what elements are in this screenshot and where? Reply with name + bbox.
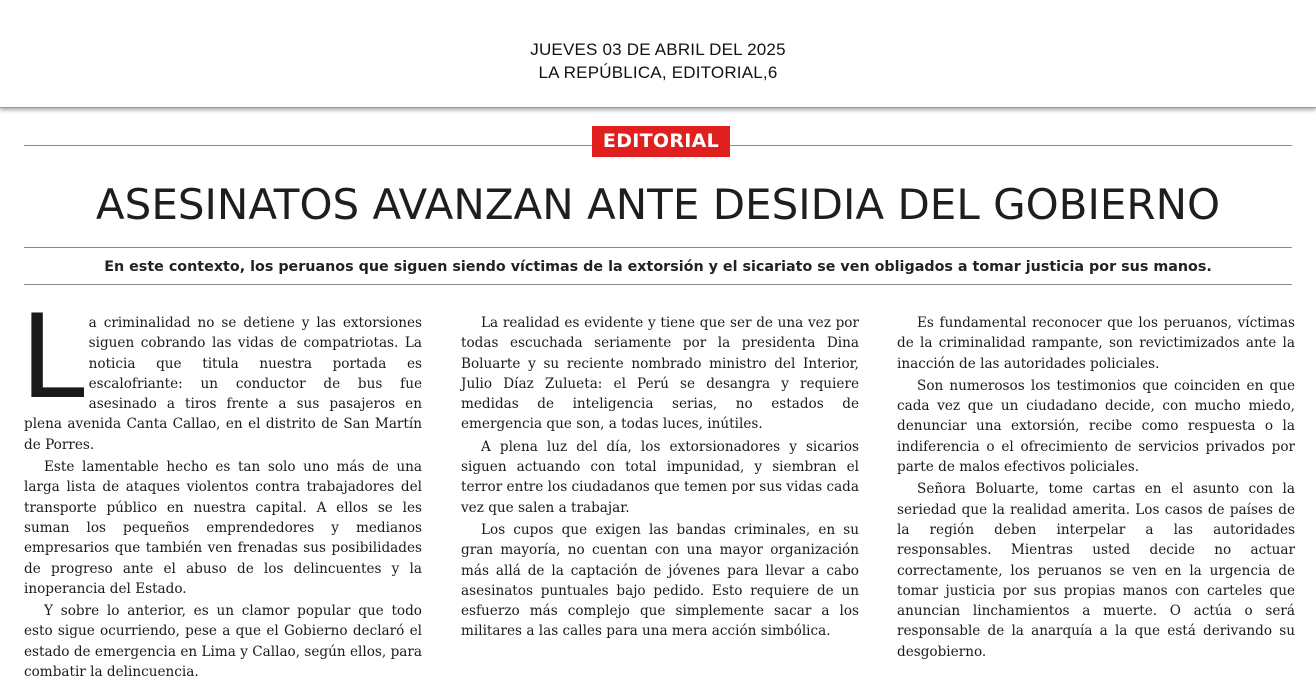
paragraph: Es fundamental reconocer que los peruanos, víctimas de la criminalidad rampante, son revictimizados ante la inacción de las autoridades policiales. xyxy=(897,315,1295,372)
article-column-2 xyxy=(461,313,859,644)
section-badge: EDITORIAL xyxy=(592,126,730,157)
headline-divider-top xyxy=(24,247,1292,248)
paragraph: Este lamentable hecho es tan solo uno más de una larga lista de ataques violentos contra trabajadores del transporte público en nuestra capital. A ellos se les suman los pequeños emprendedores y medianos empresarios que también ven frenadas sus posibilidades de progreso ante el abuso de los delincuentes y la inoperancia del Estado. xyxy=(24,459,422,597)
paragraph: Los cupos que exigen las bandas criminales, en su gran mayoría, no cuentan con una mayor organización más allá de la captación de jóvenes para llevar a cabo asesinatos puntuales bajo pedido. Esto requiere de un esfuerzo más complejo que simplemente sacar a los militares a las calles para una mera acción simbólica. xyxy=(461,521,859,640)
clipping-header xyxy=(0,0,1316,108)
publication-date: JUEVES 03 DE ABRIL DEL 2025 xyxy=(530,40,786,59)
deck: En este contexto, los peruanos que siguen siendo víctimas de la extorsión y el sicariato se ven obligados a tomar justicia por sus manos. xyxy=(104,259,1212,275)
headline-divider-bottom xyxy=(24,284,1292,285)
headline: ASESINATOS AVANZAN ANTE DESIDIA DEL GOBIERNO xyxy=(95,180,1221,229)
paragraph: A plena luz del día, los extorsionadores y sicarios siguen actuando con total impunidad, y siembran el terror entre los ciudadanos que temen por sus vidas cada vez que salen a trabajar. xyxy=(461,438,859,516)
paragraph: Señora Boluarte, tome cartas en el asunto con la seriedad que la realidad amerita. Los casos de países de la región deben interpelar a las autoridades responsables. Mientras usted decide no actuar correctamente, los peruanos se ven en la urgencia de tomar justicia por sus propias manos con carteles que anuncian linchamientos a muerte. O actúa o será responsable de la anarquía a la que está derivando su desgobierno. xyxy=(897,481,1295,660)
paragraph: Y sobre lo anterior, es un clamor popular que todo esto sigue ocurriendo, pese a que el Gobierno declaró el estado de emergencia en Lima y Callao, según ellos, para combatir la delincuencia. xyxy=(24,603,422,681)
article-column-1 xyxy=(20,290,422,684)
publication-source: LA REPÚBLICA, EDITORIAL,6 xyxy=(538,63,778,82)
paragraph: La realidad es evidente y tiene que ser de una vez por todas escuchada seriamente por la presidenta Dina Boluarte y su reciente nombrado ministro del Interior, Julio Díaz Zulueta: el Perú se desangra y requiere medidas de inteligencia serias, no estados de emergencia que son, a todas luces, inútiles. xyxy=(461,315,859,433)
top-divider-right xyxy=(730,145,1292,146)
drop-cap: L xyxy=(20,290,85,425)
top-divider-left xyxy=(24,145,592,146)
paragraph: Son numerosos los testimonios que coinciden en que cada vez que un ciudadano decide, con mucho miedo, denunciar una extorsión, recibe como respuesta o la indiferencia o el ofrecimiento de servicios privados por parte de malos efectivos policiales. xyxy=(897,377,1295,476)
article-column-3 xyxy=(897,313,1295,664)
paragraph: La criminalidad no se detiene y las extorsiones siguen cobrando las vidas de compatriotas. La noticia que titula nuestra portada es escalofriante: un conductor de bus fue asesinado a tiros frente a sus pasajeros en plena avenida Canta Callao, en el distrito de San Martín de Porres. xyxy=(20,290,422,453)
